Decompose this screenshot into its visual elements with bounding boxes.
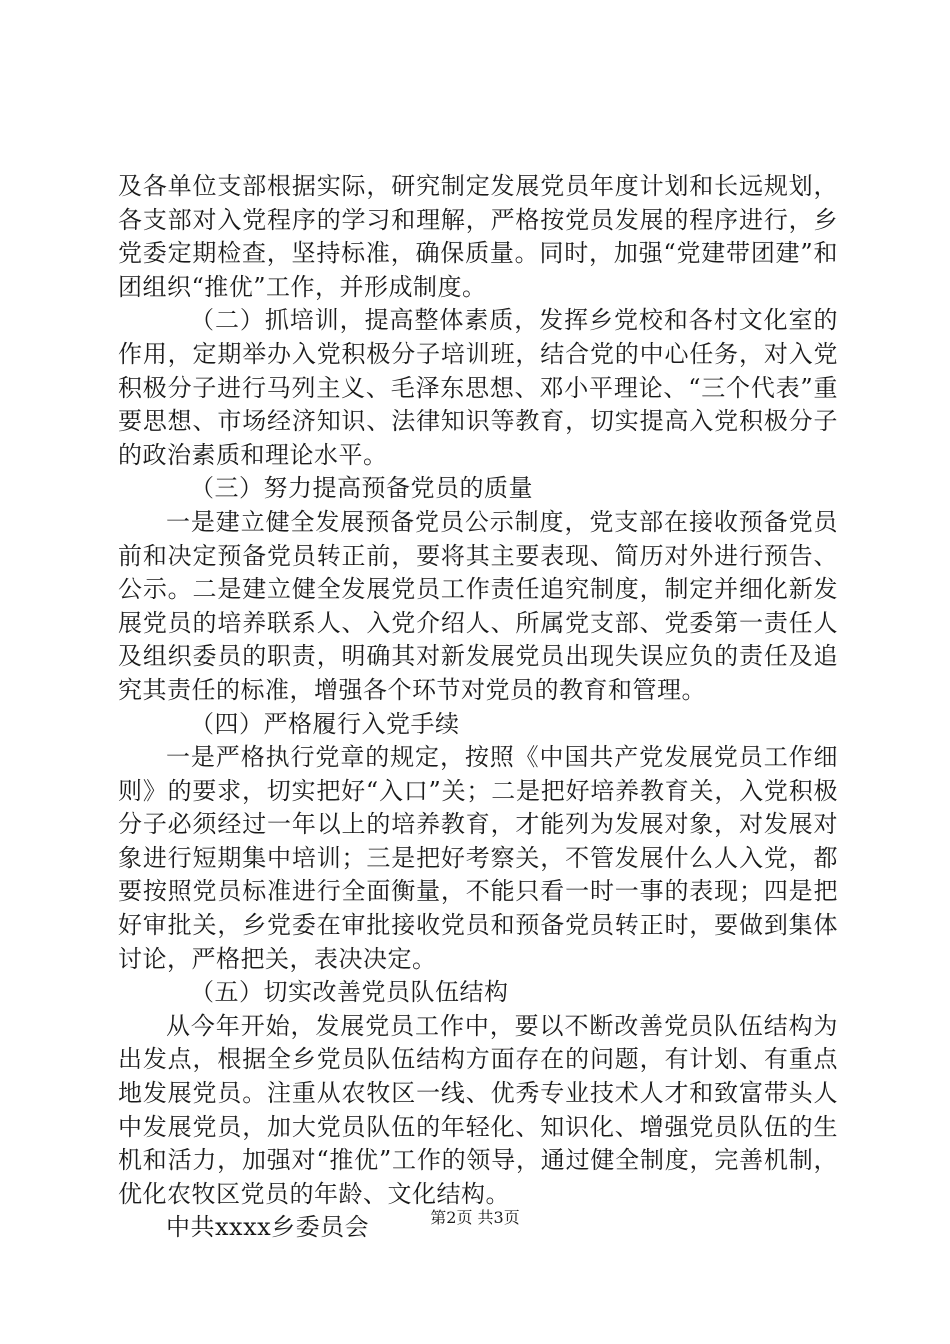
page-number-footer: 第2页 共3页 (430, 1208, 520, 1227)
section-heading-probationary-quality: （三）努力提高预备党员的质量 (190, 474, 533, 503)
paragraph-admission-procedure: 一是严格执行党章的规定，按照《中国共产党发展党员工作细则》的要求，切实把好“入口”关；二是把好培养教育关，入党积极分子必须经过一年以上的培养教育，才能列为发展对象，对发展对象进行短期集中培训；三是把好考察关，不管发展什么人入党，都要按照党员标准进行全面衡量，不能只看一时一事的表现；四是把好审批关，乡党委在审批接收党员和预备党员转正时，要做到集体讨论，严格把关，表决决定。 (118, 743, 838, 973)
document-body (118, 170, 838, 1245)
section-heading-admission-procedure: （四）严格履行入党手续 (190, 709, 460, 738)
signature-organization: 中共xxxx乡委员会 (166, 1213, 370, 1242)
paragraph-probationary-quality: 一是建立健全发展预备党员公示制度，党支部在接收预备党员前和决定预备党员转正前，要将其主要表现、简历对外进行预告、公示。二是建立健全发展党员工作责任追究制度，制定并细化新发展党员的培养联系人、入党介绍人、所属党支部、党委第一责任人及组织委员的职责，明确其对新发展党员出现失误应负的责任及追究其责任的标准，增强各个环节对党员的教育和管理。 (118, 507, 838, 704)
paragraph-membership-plan: 及各单位支部根据实际，研究制定发展党员年度计划和长远规划，各支部对入党程序的学习和理解，严格按党员发展的程序进行，乡党委定期检查，坚持标准，确保质量。同时，加强“党建带团建”和团组织“推优”工作，并形成制度。 (118, 172, 838, 301)
paragraph-structure: 从今年开始，发展党员工作中，要以不断改善党员队伍结构为出发点，根据全乡党员队伍结构方面存在的问题，有计划、有重点地发展党员。注重从农牧区一线、优秀专业技术人才和致富带头人中发展党员，加大党员队伍的年轻化、知识化、增强党员队伍的生机和活力，加强对“推优”工作的领导，通过健全制度，完善机制，优化农牧区党员的年龄、文化结构。 (118, 1011, 838, 1208)
paragraph-training: （二）抓培训，提高整体素质，发挥乡党校和各村文化室的作用，定期举办入党积极分子培训班，结合党的中心任务，对入党积极分子进行马列主义、毛泽东思想、邓小平理论、“三个代表”重要思想、市场经济知识、法律知识等教育，切实提高入党积极分子的政治素质和理论水平。 (118, 306, 838, 469)
section-heading-structure: （五）切实改善党员队伍结构 (190, 978, 509, 1007)
